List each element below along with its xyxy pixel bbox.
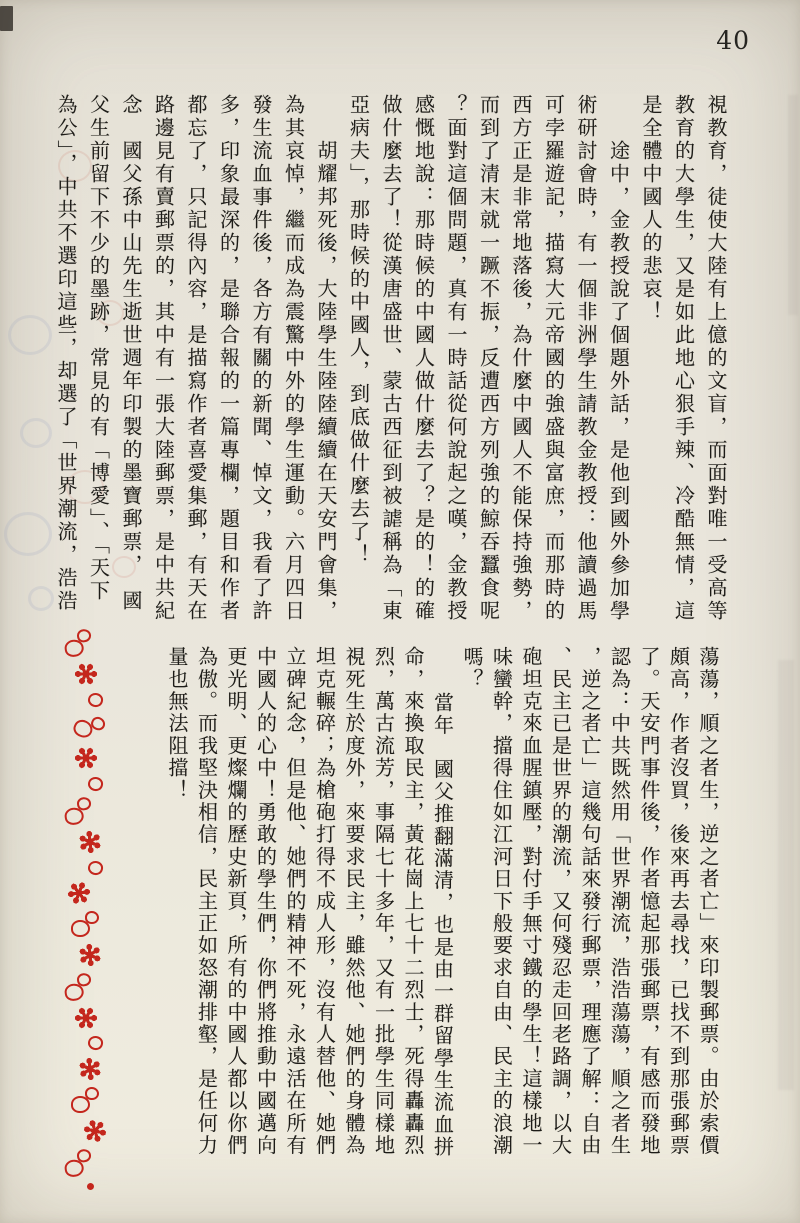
- text-column: 嗎？: [460, 646, 484, 691]
- dot-stamp-icon: [85, 1182, 94, 1191]
- text-column: 砲坦克來血腥鎮壓，對付手無寸鐵的學生！這樣地一: [519, 646, 543, 1157]
- text-column: 教育的大學生，又是如此地心狠手辣、冷酷無情，這: [671, 94, 696, 623]
- double-circle-stamp-icon: [71, 911, 101, 937]
- flower-stamp-icon: [82, 1118, 108, 1144]
- text-column: 為傲。而我堅決相信，民主正如怒潮排壑，是任何力: [194, 646, 219, 1157]
- double-circle-stamp-icon: [71, 1087, 101, 1113]
- text-column: 量也無法阻擋！: [165, 646, 189, 802]
- text-column: 為公」，中共不選印這些，却選了「世界潮流，浩浩: [54, 94, 78, 613]
- scan-corner-mark: [0, 6, 13, 31]
- text-column: 路邊見有賣郵票的，其中有一張大陸郵票，是中共紀: [151, 94, 176, 623]
- page-number: 40: [716, 26, 750, 55]
- text-column: 頗高，作者沒買，後來再去尋找，已找不到那張郵票: [666, 646, 691, 1157]
- text-column: 父生前留下不少的墨跡，常見的有「博愛」、「天下: [86, 94, 111, 603]
- text-column: 發生流血事件後，各方有關的新聞、悼文，我看了許: [249, 94, 273, 623]
- circle-stamp-icon: [86, 775, 104, 792]
- double-circle-stamp-icon: [71, 709, 109, 745]
- double-circle-stamp-icon: [62, 628, 95, 658]
- circle-stamp-icon: [86, 859, 104, 876]
- text-column: 立碑紀念，但是他、她們的精神不死，永遠活在所有: [283, 646, 307, 1157]
- text-column: 途中，金教授說了個題外話，是他到國外參加學: [606, 140, 631, 623]
- edge-smudge: [788, 95, 798, 315]
- text-column: 是全體中國人的悲哀！: [639, 94, 663, 324]
- decoration-strip: [54, 630, 118, 1190]
- text-column: 味蠻幹，擋得住如江河日下般要求自由、民主的浪潮: [489, 646, 514, 1157]
- text-column: 更光明、更燦爛的歷史新頁，所有的中國人都以你們: [224, 646, 248, 1157]
- flower-stamp-icon: [75, 1007, 97, 1029]
- circle-stamp-icon: [86, 1035, 104, 1052]
- flower-stamp-icon: [75, 941, 104, 970]
- text-column: ，逆之者亡」這幾句話來發行郵票，理應了解：自由: [578, 646, 602, 1157]
- bleedthrough-ring: [8, 315, 52, 355]
- text-column: 認為：中共既然用「世界潮流，浩浩蕩蕩，順之者生: [607, 646, 632, 1157]
- text-column: 當年 國父推翻滿清，也是由一群留學生流血拼: [430, 692, 455, 1159]
- flower-stamp-icon: [67, 880, 92, 905]
- bottom-text-block: [162, 646, 723, 1191]
- text-column: 亞病夫」，那時候的中國人，到底做什麼去了！: [346, 94, 371, 567]
- double-circle-stamp-icon: [62, 796, 95, 826]
- text-column: ？面對這個問題，真有一時話從何說起之嘆，金教授: [444, 94, 468, 623]
- text-column: 了。天安門事件後，作者憶起那張郵票，有感而發地: [637, 646, 661, 1157]
- bleedthrough-ring: [4, 512, 52, 556]
- flower-stamp-icon: [75, 663, 97, 685]
- text-column: 、民主已是世界的潮流，又何殘忍走回老路調，以大: [548, 646, 573, 1157]
- flower-stamp-icon: [75, 1054, 104, 1083]
- text-column: 烈，萬古流芳，事隔七十多年，又有一批學生同樣地: [371, 646, 396, 1157]
- top-text-block: [50, 94, 733, 642]
- text-column: 坦克輾碎；為槍砲打得不成人形，沒有人替他、她們: [312, 646, 337, 1157]
- text-column: 命，來換取民主，黃花崗上七十二烈士，死得轟轟烈: [401, 646, 425, 1157]
- text-column: 蕩蕩，順之者生，逆之者亡」來印製郵票。由於索價: [696, 646, 720, 1157]
- text-column: 視死生於度外，來要求民主，雖然他、她們的身體為: [342, 646, 366, 1157]
- double-circle-stamp-icon: [62, 1148, 95, 1178]
- text-column: 多，印象最深的，是聯合報的一篇專欄，題目和作者: [216, 94, 241, 623]
- text-column: 術研討會時，有一個非洲學生請教金教授：他讀過馬: [574, 94, 598, 623]
- text-column: 為其哀悼，繼而成為震驚中外的學生運動。六月四日: [281, 94, 306, 623]
- double-circle-stamp-icon: [62, 972, 95, 1002]
- text-column: 念 國父孫中山先生逝世週年印製的墨寶郵票， 國: [119, 94, 143, 613]
- text-column: 視教育，徒使大陸有上億的文盲，而面對唯一受高等: [704, 94, 728, 623]
- text-column: 胡耀邦死後，大陸學生陸陸續續在天安門會集，: [314, 140, 338, 623]
- circle-stamp-icon: [86, 691, 104, 708]
- text-column: 感慨地說：那時候的中國人做什麼去了？是的！的確: [411, 94, 436, 623]
- text-column: 做什麼去了！從漢唐盛世、蒙古西征到被謔稱為「東: [379, 94, 403, 623]
- text-column: 都忘了，只記得內容，是描寫作者喜愛集郵，有天在: [184, 94, 208, 623]
- bleedthrough-ring: [20, 418, 52, 448]
- edge-smudge: [778, 660, 794, 1090]
- text-column: 可孛羅遊記，描寫大元帝國的強盛與富庶，而那時的: [541, 94, 566, 623]
- text-column: 而到了清末就一蹶不振，反遭西方列強的鯨吞蠶食呢: [476, 94, 501, 623]
- flower-stamp-icon: [75, 828, 104, 857]
- text-column: 中國人的心中！勇敢的學生們，你們將推動中國邁向: [253, 646, 278, 1157]
- text-column: 西方正是非常地落後，為什麼中國人不能保持強勢，: [509, 94, 533, 623]
- flower-stamp-icon: [75, 747, 97, 769]
